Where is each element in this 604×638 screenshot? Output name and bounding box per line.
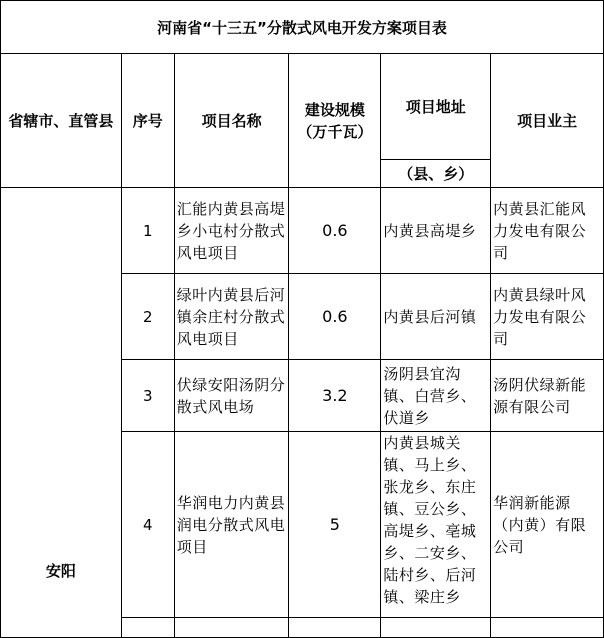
row-project-name: 汇能内黄县高堤乡小屯村分散式风电项目: [174, 188, 289, 274]
row-seq: 3: [121, 360, 174, 432]
row-scale: 3.2: [289, 360, 381, 432]
row-project-name: 绿叶内黄县后河镇余庄村分散式风电项目: [174, 274, 289, 360]
header-location: 项目地址: [381, 54, 491, 160]
row-scale: 0.6: [289, 188, 381, 274]
row-scale: 5: [289, 432, 381, 618]
header-name: 项目名称: [174, 54, 289, 188]
row-location: 汤阴县宜沟镇、白营乡、伏道乡: [381, 360, 491, 432]
header-region: 省辖市、直管县: [1, 54, 122, 188]
row-location: 内黄县后河镇: [381, 274, 491, 360]
row-location: 内黄县高堤乡: [381, 188, 491, 274]
row-project-name: 伏绿安阳汤阴分散式风电场: [174, 360, 289, 432]
row-owner: 内黄县汇能风力发电有限公司: [491, 188, 604, 274]
row-seq: 4: [121, 432, 174, 618]
row-owner: 汤阴伏绿新能源有限公司: [491, 360, 604, 432]
row-location: 内黄县城关镇、马上乡、张龙乡、东庄镇、豆公乡、高堤乡、亳城乡、二安乡、陆村乡、后河镇、梁庄乡: [381, 432, 491, 618]
header-owner: 项目业主: [491, 54, 604, 188]
header-seq: 序号: [121, 54, 174, 188]
row-project-name: 华润电力内黄县润电分散式风电项目: [174, 432, 289, 618]
header-location-unit: （县、乡）: [381, 160, 491, 188]
region-cell: 安阳: [1, 188, 122, 638]
row-seq: 1: [121, 188, 174, 274]
table-title: 河南省“十三五”分散式风电开发方案项目表: [1, 1, 604, 54]
row-seq: 2: [121, 274, 174, 360]
header-scale: 建设规模（万千瓦）: [289, 54, 381, 188]
row-scale: 0.6: [289, 274, 381, 360]
row-owner: 华润新能源（内黄）有限公司: [491, 432, 604, 618]
row-owner: 内黄县绿叶风力发电有限公司: [491, 274, 604, 360]
table-row: [1, 188, 604, 274]
